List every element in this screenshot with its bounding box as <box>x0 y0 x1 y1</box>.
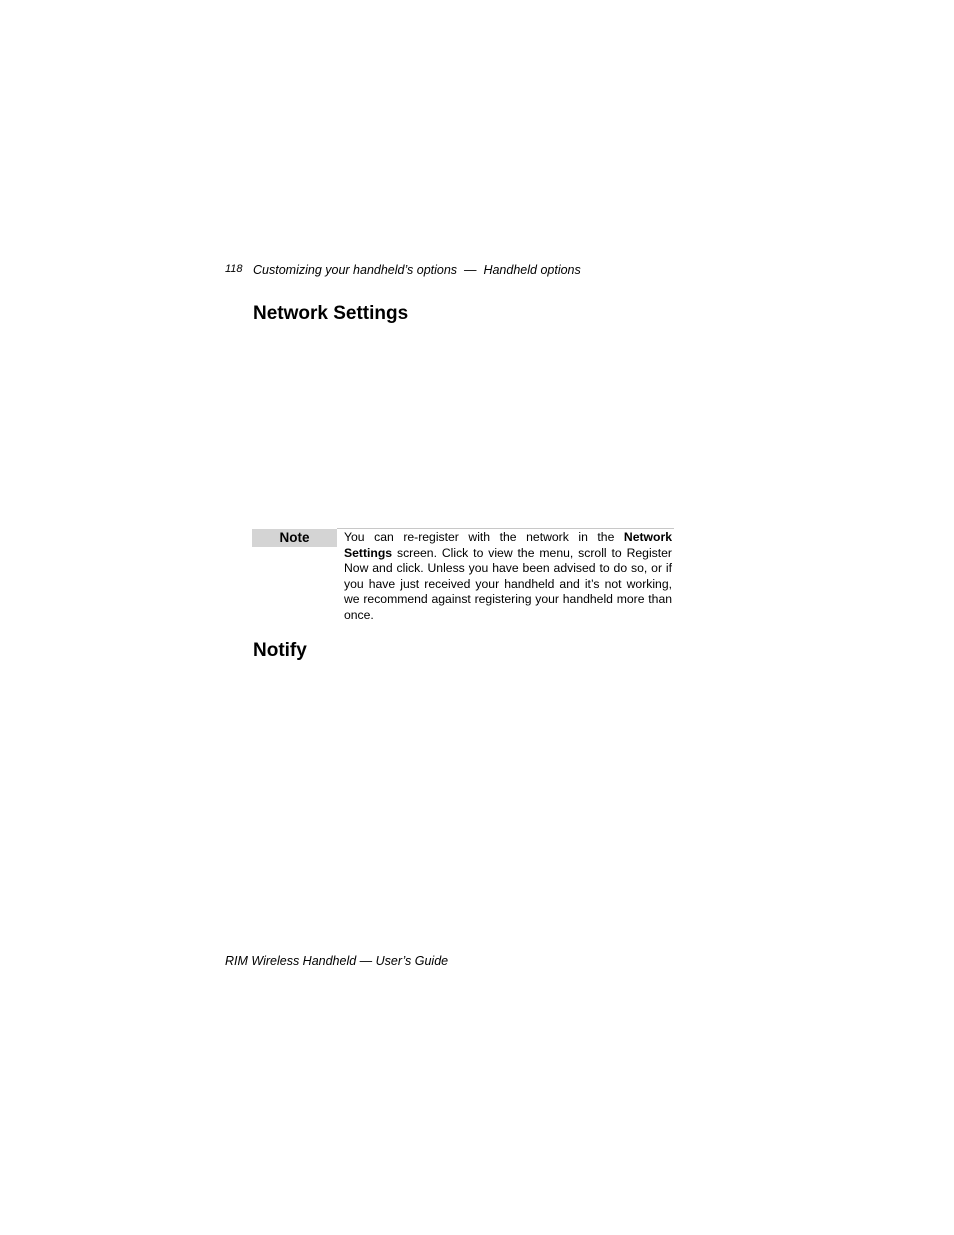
note-divider <box>337 528 674 529</box>
note-text-part-1: You can re-register with the network in the <box>344 530 624 544</box>
running-header: Customizing your handheld’s options — Handheld options <box>253 263 581 277</box>
note-text-part-2: screen. Click to view the menu, scroll to Register Now and click. Unless you have been advised to do so, or if you have just received your handheld and it’s not working, we recommend against registering your handheld more than once. <box>344 545 672 622</box>
page-footer: RIM Wireless Handheld — User’s Guide <box>225 954 449 968</box>
section-heading-network-settings: Network Settings <box>253 303 409 324</box>
note-text <box>344 530 672 624</box>
section-heading-notify: Notify <box>253 640 307 661</box>
note-bold-term: Network Settings <box>344 530 672 560</box>
note-block <box>252 528 674 628</box>
page-number: 118 <box>225 263 243 275</box>
note-label: Note <box>252 529 337 547</box>
